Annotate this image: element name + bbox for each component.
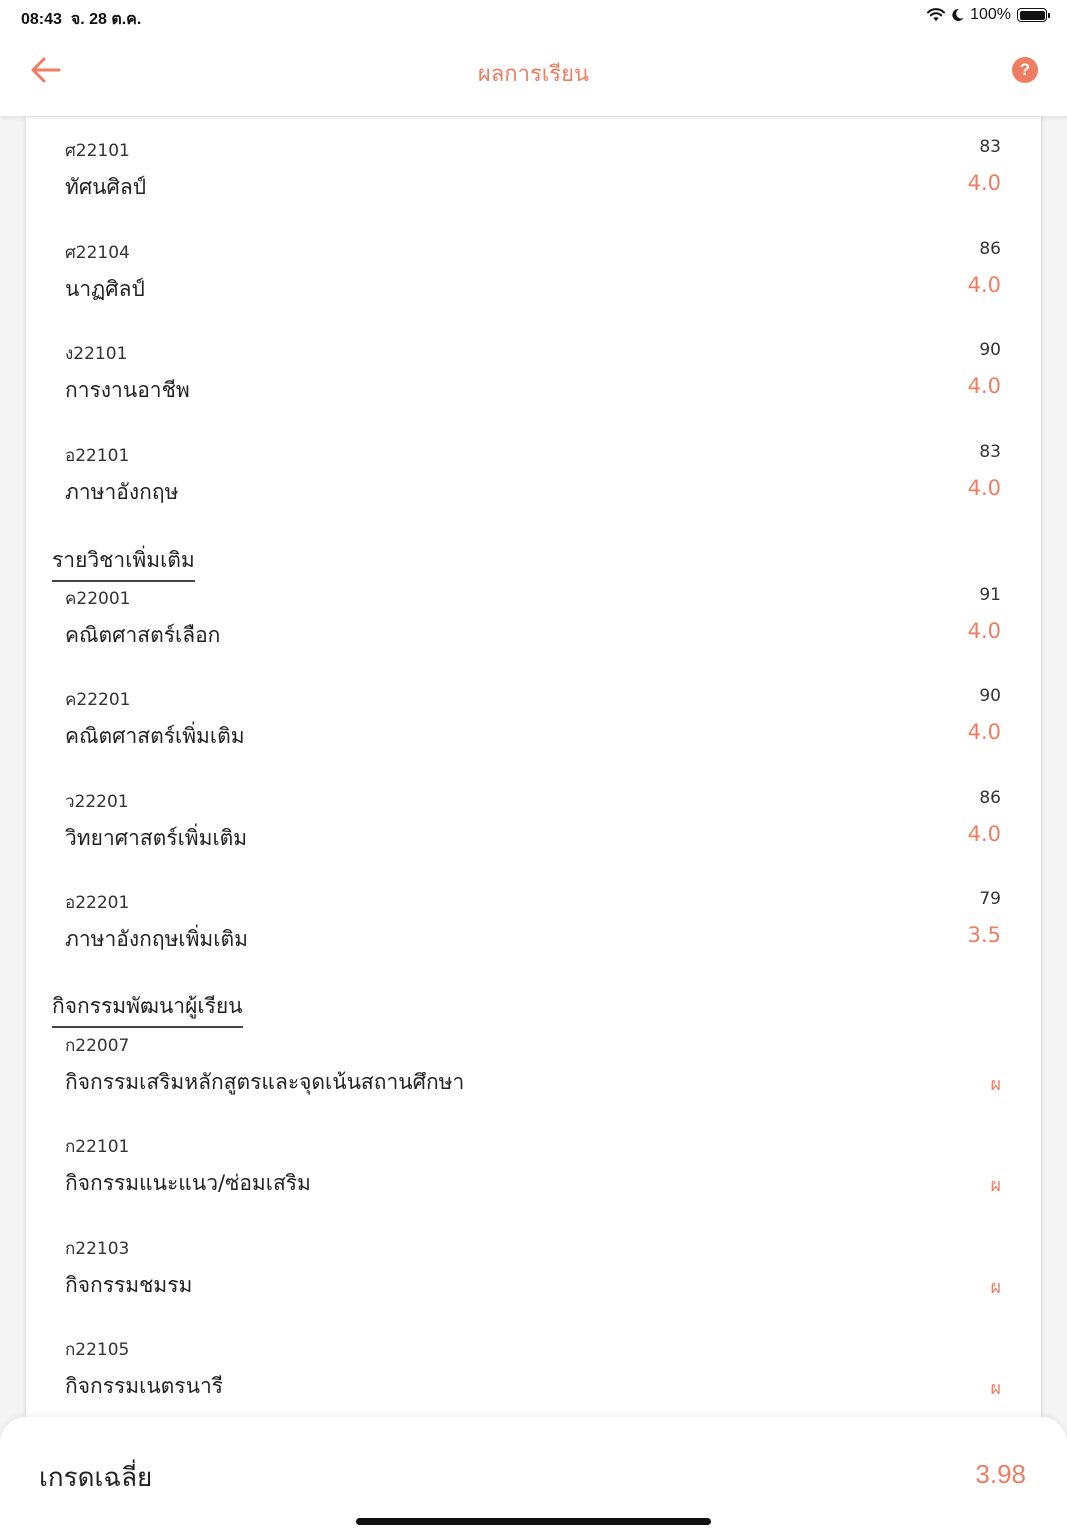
subject-code: ว22201 xyxy=(65,792,129,812)
nav-bar xyxy=(0,32,1067,117)
subject-grade: 4.0 xyxy=(967,822,1001,846)
activity-result: ผ xyxy=(990,1175,1001,1196)
activity-code: ก22105 xyxy=(65,1340,130,1360)
subject-name: ทัศนศิลป์ xyxy=(65,175,147,199)
subject-row xyxy=(26,340,1041,440)
status-clock: 08:43 xyxy=(21,11,62,28)
subject-code: อ22201 xyxy=(65,893,130,913)
subject-name: นาฏศิลป์ xyxy=(65,277,145,301)
subject-code: ง22101 xyxy=(65,344,128,364)
subject-grade: 4.0 xyxy=(967,619,1001,643)
activity-row xyxy=(26,1336,1041,1417)
subject-code: ค22001 xyxy=(65,589,131,609)
activity-name: กิจกรรมเนตรนารี xyxy=(65,1374,224,1398)
subject-name: วิทยาศาสตร์เพิ่มเติม xyxy=(65,826,248,850)
subject-name: คณิตศาสตร์เพิ่มเติม xyxy=(65,724,245,748)
activity-code: ก22101 xyxy=(65,1137,130,1157)
subject-score: 86 xyxy=(979,239,1001,259)
activity-name: กิจกรรมชมรม xyxy=(65,1273,193,1297)
activity-name: กิจกรรมเสริมหลักสูตรและจุดเน้นสถานศึกษา xyxy=(65,1070,465,1094)
subject-score: 91 xyxy=(979,585,1001,605)
activity-result: ผ xyxy=(990,1074,1001,1095)
activity-name: กิจกรรมแนะแนว/ซ่อมเสริม xyxy=(65,1171,311,1195)
subject-row xyxy=(26,585,1041,685)
section-header-additional: รายวิชาเพิ่มเติม xyxy=(52,544,195,582)
battery-icon xyxy=(1017,8,1047,22)
subject-code: ค22201 xyxy=(65,690,131,710)
section-header-activities: กิจกรรมพัฒนาผู้เรียน xyxy=(52,990,243,1028)
subject-grade: 3.5 xyxy=(967,923,1001,947)
help-button[interactable]: ? xyxy=(1012,57,1038,83)
gpa-value: 3.98 xyxy=(975,1459,1026,1489)
status-indicators xyxy=(927,6,1047,24)
subject-code: ศ22101 xyxy=(65,141,130,161)
grades-card xyxy=(26,117,1041,1417)
activity-result: ผ xyxy=(990,1378,1001,1399)
moon-icon xyxy=(951,8,964,22)
activity-row xyxy=(26,1032,1041,1132)
status-date: จ. 28 ต.ค. xyxy=(70,11,142,28)
battery-percent: 100% xyxy=(970,6,1011,23)
subject-grade: 4.0 xyxy=(967,273,1001,297)
activity-code: ก22007 xyxy=(65,1036,130,1056)
status-bar xyxy=(0,0,1067,32)
subject-score: 79 xyxy=(979,889,1001,909)
subject-row xyxy=(26,788,1041,888)
activity-code: ก22103 xyxy=(65,1239,130,1259)
gpa-label: เกรดเฉลี่ย xyxy=(39,1463,153,1493)
subject-score: 90 xyxy=(979,686,1001,706)
home-indicator[interactable] xyxy=(356,1518,711,1525)
subject-score: 86 xyxy=(979,788,1001,808)
subject-code: อ22101 xyxy=(65,446,130,466)
subject-row xyxy=(26,686,1041,786)
subject-grade: 4.0 xyxy=(967,171,1001,195)
subject-grade: 4.0 xyxy=(967,374,1001,398)
subject-code: ศ22104 xyxy=(65,243,130,263)
subject-name: ภาษาอังกฤษเพิ่มเติม xyxy=(65,927,248,951)
activity-result: ผ xyxy=(990,1277,1001,1298)
page-title: ผลการเรียน xyxy=(477,62,590,87)
subject-grade: 4.0 xyxy=(967,476,1001,500)
activity-row xyxy=(26,1235,1041,1335)
subject-score: 90 xyxy=(979,340,1001,360)
subject-name: คณิตศาสตร์เลือก xyxy=(65,623,221,647)
subject-score: 83 xyxy=(979,442,1001,462)
subject-name: ภาษาอังกฤษ xyxy=(65,480,179,504)
subject-row xyxy=(26,239,1041,339)
subject-row xyxy=(26,137,1041,237)
subject-score: 83 xyxy=(979,137,1001,157)
subject-grade: 4.0 xyxy=(967,720,1001,744)
subject-row xyxy=(26,889,1041,989)
subject-name: การงานอาชีพ xyxy=(65,378,190,402)
status-time xyxy=(21,7,141,32)
subject-row xyxy=(26,442,1041,542)
activity-row xyxy=(26,1133,1041,1233)
wifi-icon xyxy=(927,8,945,22)
